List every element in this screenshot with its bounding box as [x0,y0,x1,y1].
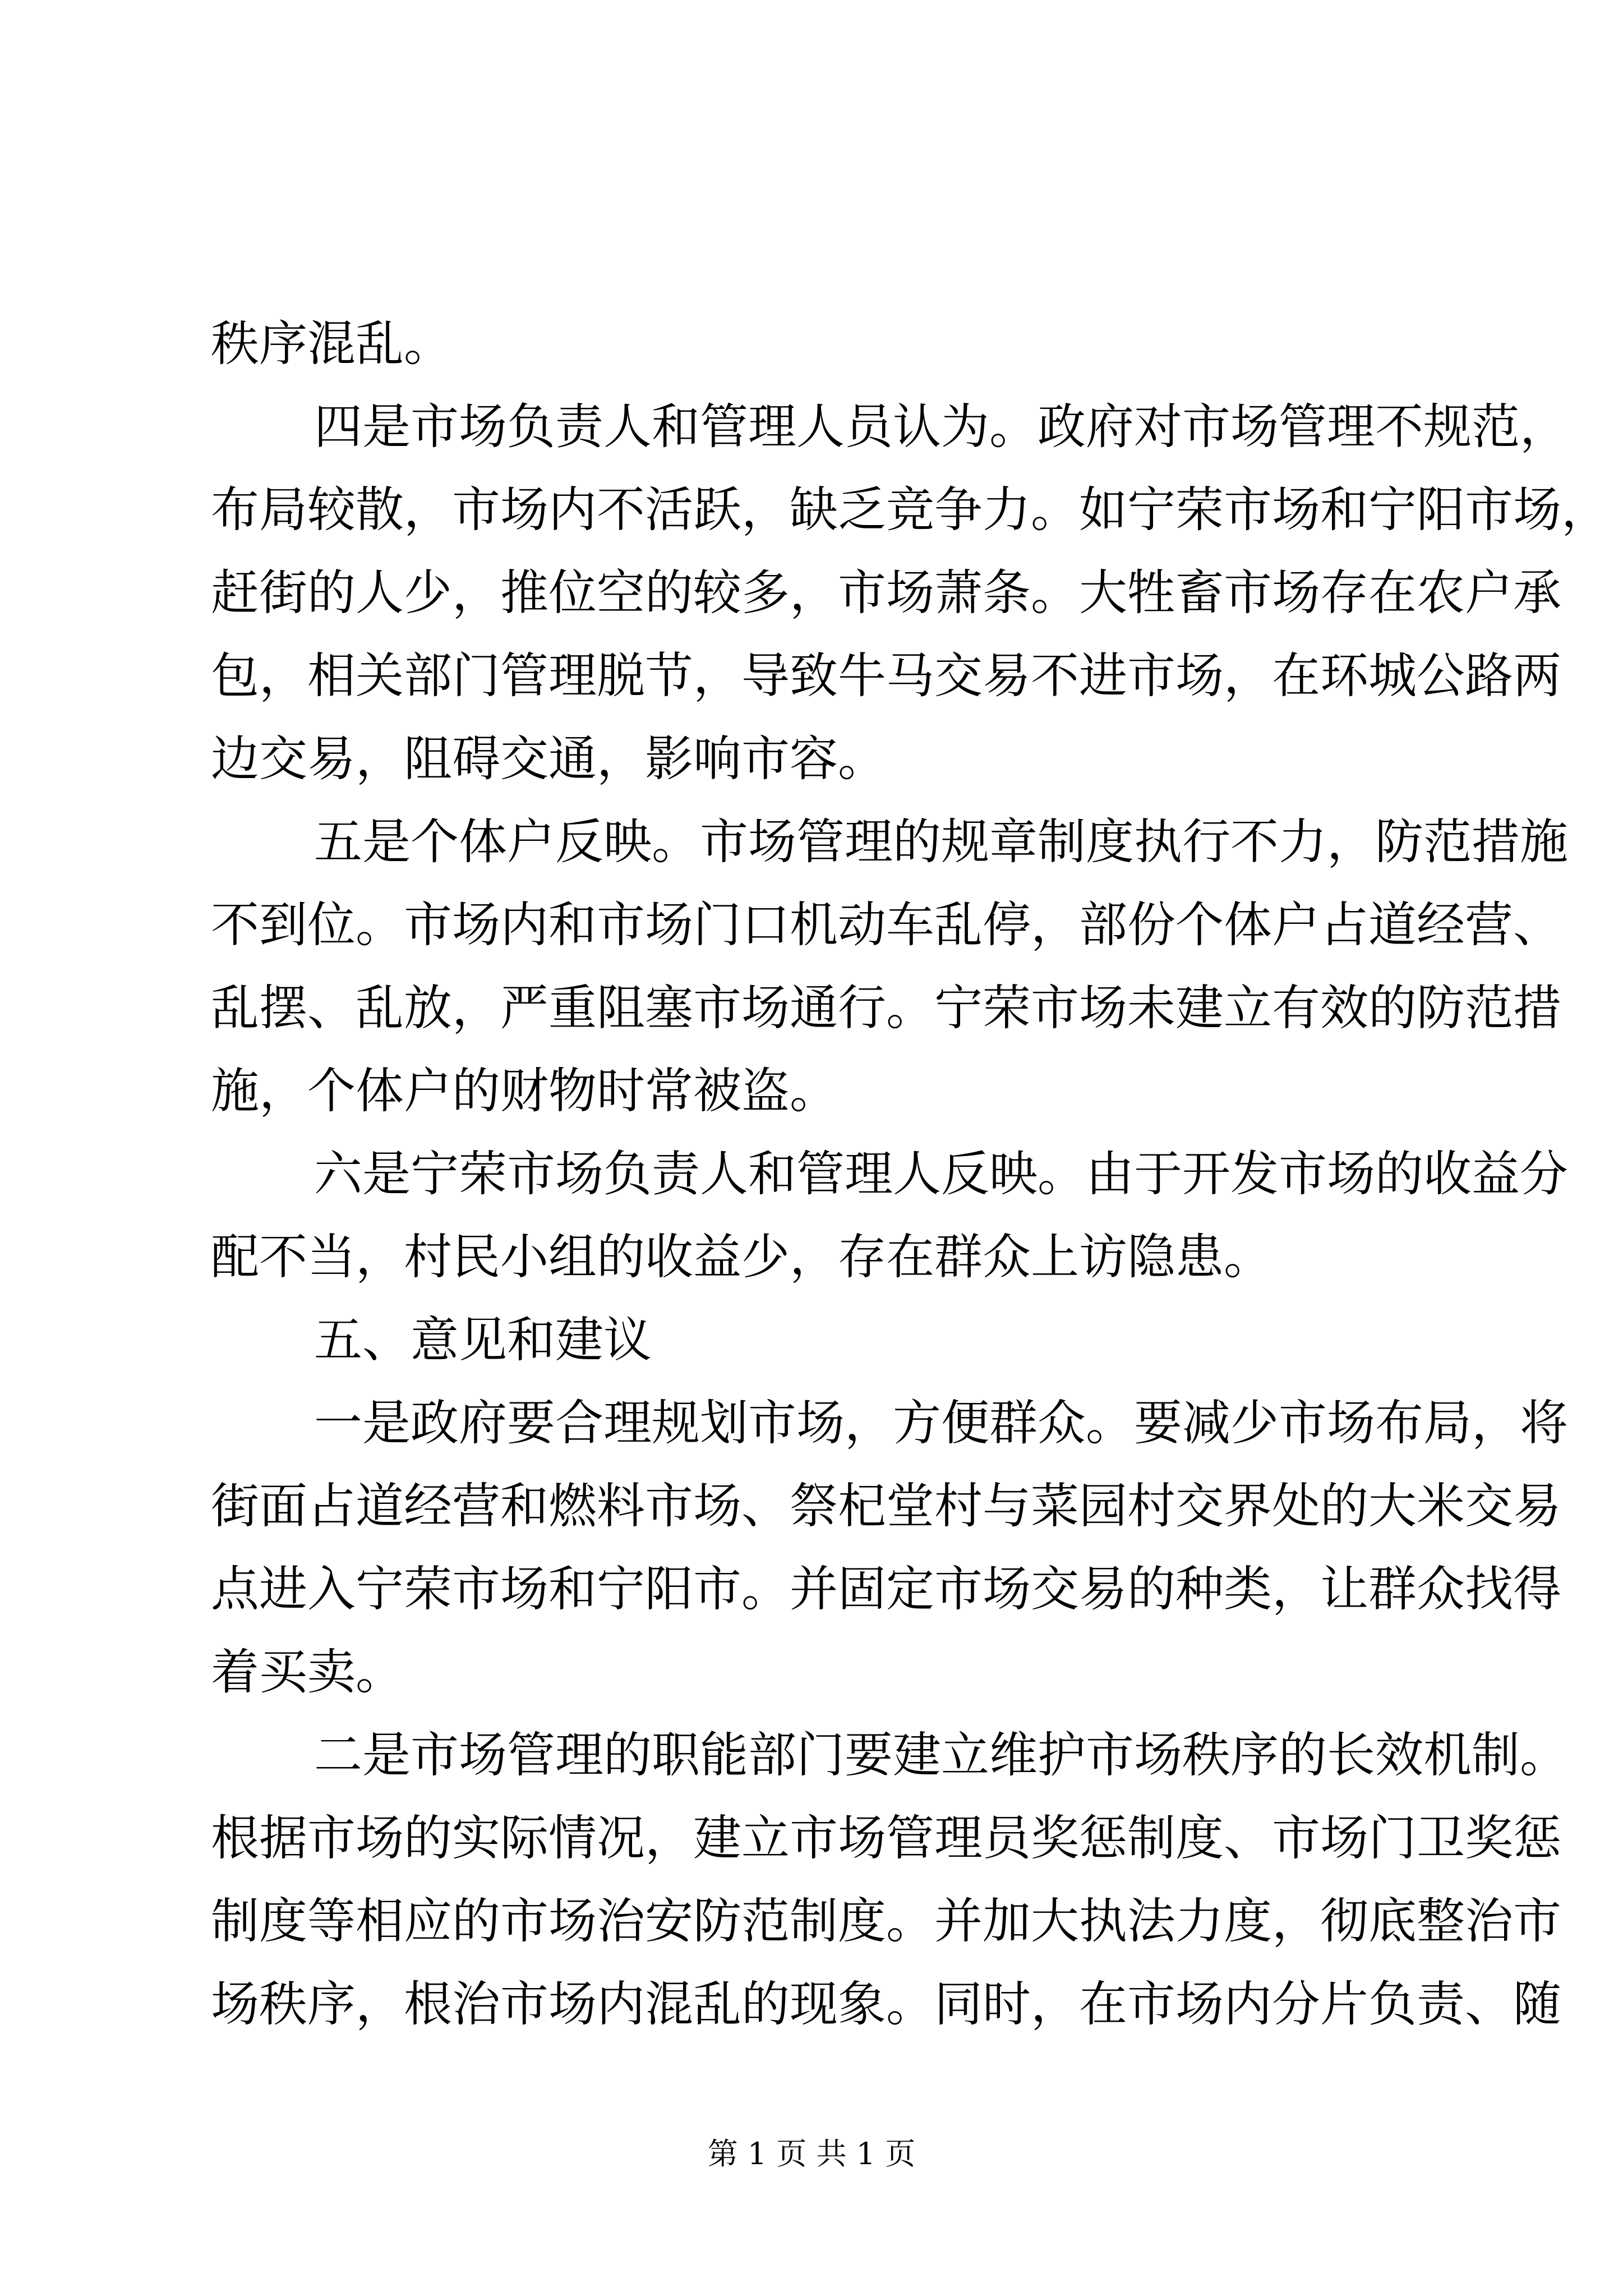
text-line: 着买卖。 [211,1644,404,1700]
text-line: 制度等相应的市场治安防范制度。并加大执法力度，彻底整治市 [211,1893,1561,1949]
text-line: 不到位。市场内和市场门口机动车乱停，部份个体户占道经营、 [211,897,1561,953]
paragraph-start-line: 六是宁荣市场负责人和管理人反映。由于开发市场的收益分 [314,1146,1568,1202]
text-line: 边交易，阻碍交通，影响市容。 [211,731,886,787]
text-line: 配不当，村民小组的收益少，存在群众上访隐患。 [211,1229,1272,1285]
section-heading: 五、意见和建议 [314,1312,652,1368]
text-line: 布局较散，市场内不活跃，缺乏竞争力。如宁荣市场和宁阳市场， [211,482,1610,538]
paragraph-start-line: 二是市场管理的职能部门要建立维护市场秩序的长效机制。 [314,1727,1568,1783]
text-line: 点进入宁荣市场和宁阳市。并固定市场交易的种类，让群众找得 [211,1561,1561,1617]
text-line: 场秩序，根治市场内混乱的现象。同时，在市场内分片负责、随 [211,1976,1561,2032]
text-line: 根据市场的实际情况，建立市场管理员奖惩制度、市场门卫奖惩 [211,1810,1561,1866]
page-number-footer: 第 1 页 共 1 页 [707,2136,916,2171]
text-line: 包，相关部门管理脱节，导致牛马交易不进市场，在环城公路两 [211,648,1561,704]
paragraph-start-line: 四是市场负责人和管理人员认为。政府对市场管理不规范， [314,399,1568,455]
text-line: 秩序混乱。 [211,316,452,372]
paragraph-start-line: 一是政府要合理规划市场，方便群众。要减少市场布局，将 [314,1395,1568,1451]
text-line: 赶街的人少，推位空的较多，市场萧条。大牲畜市场存在农户承 [211,565,1561,621]
text-line: 施，个体户的财物时常被盗。 [211,1063,838,1119]
paragraph-start-line: 五是个体户反映。市场管理的规章制度执行不力，防范措施 [314,814,1568,870]
text-line: 街面占道经营和燃料市场、祭杞堂村与菜园村交界处的大米交易 [211,1478,1561,1534]
text-line: 乱摆、乱放，严重阻塞市场通行。宁荣市场未建立有效的防范措 [211,980,1561,1036]
